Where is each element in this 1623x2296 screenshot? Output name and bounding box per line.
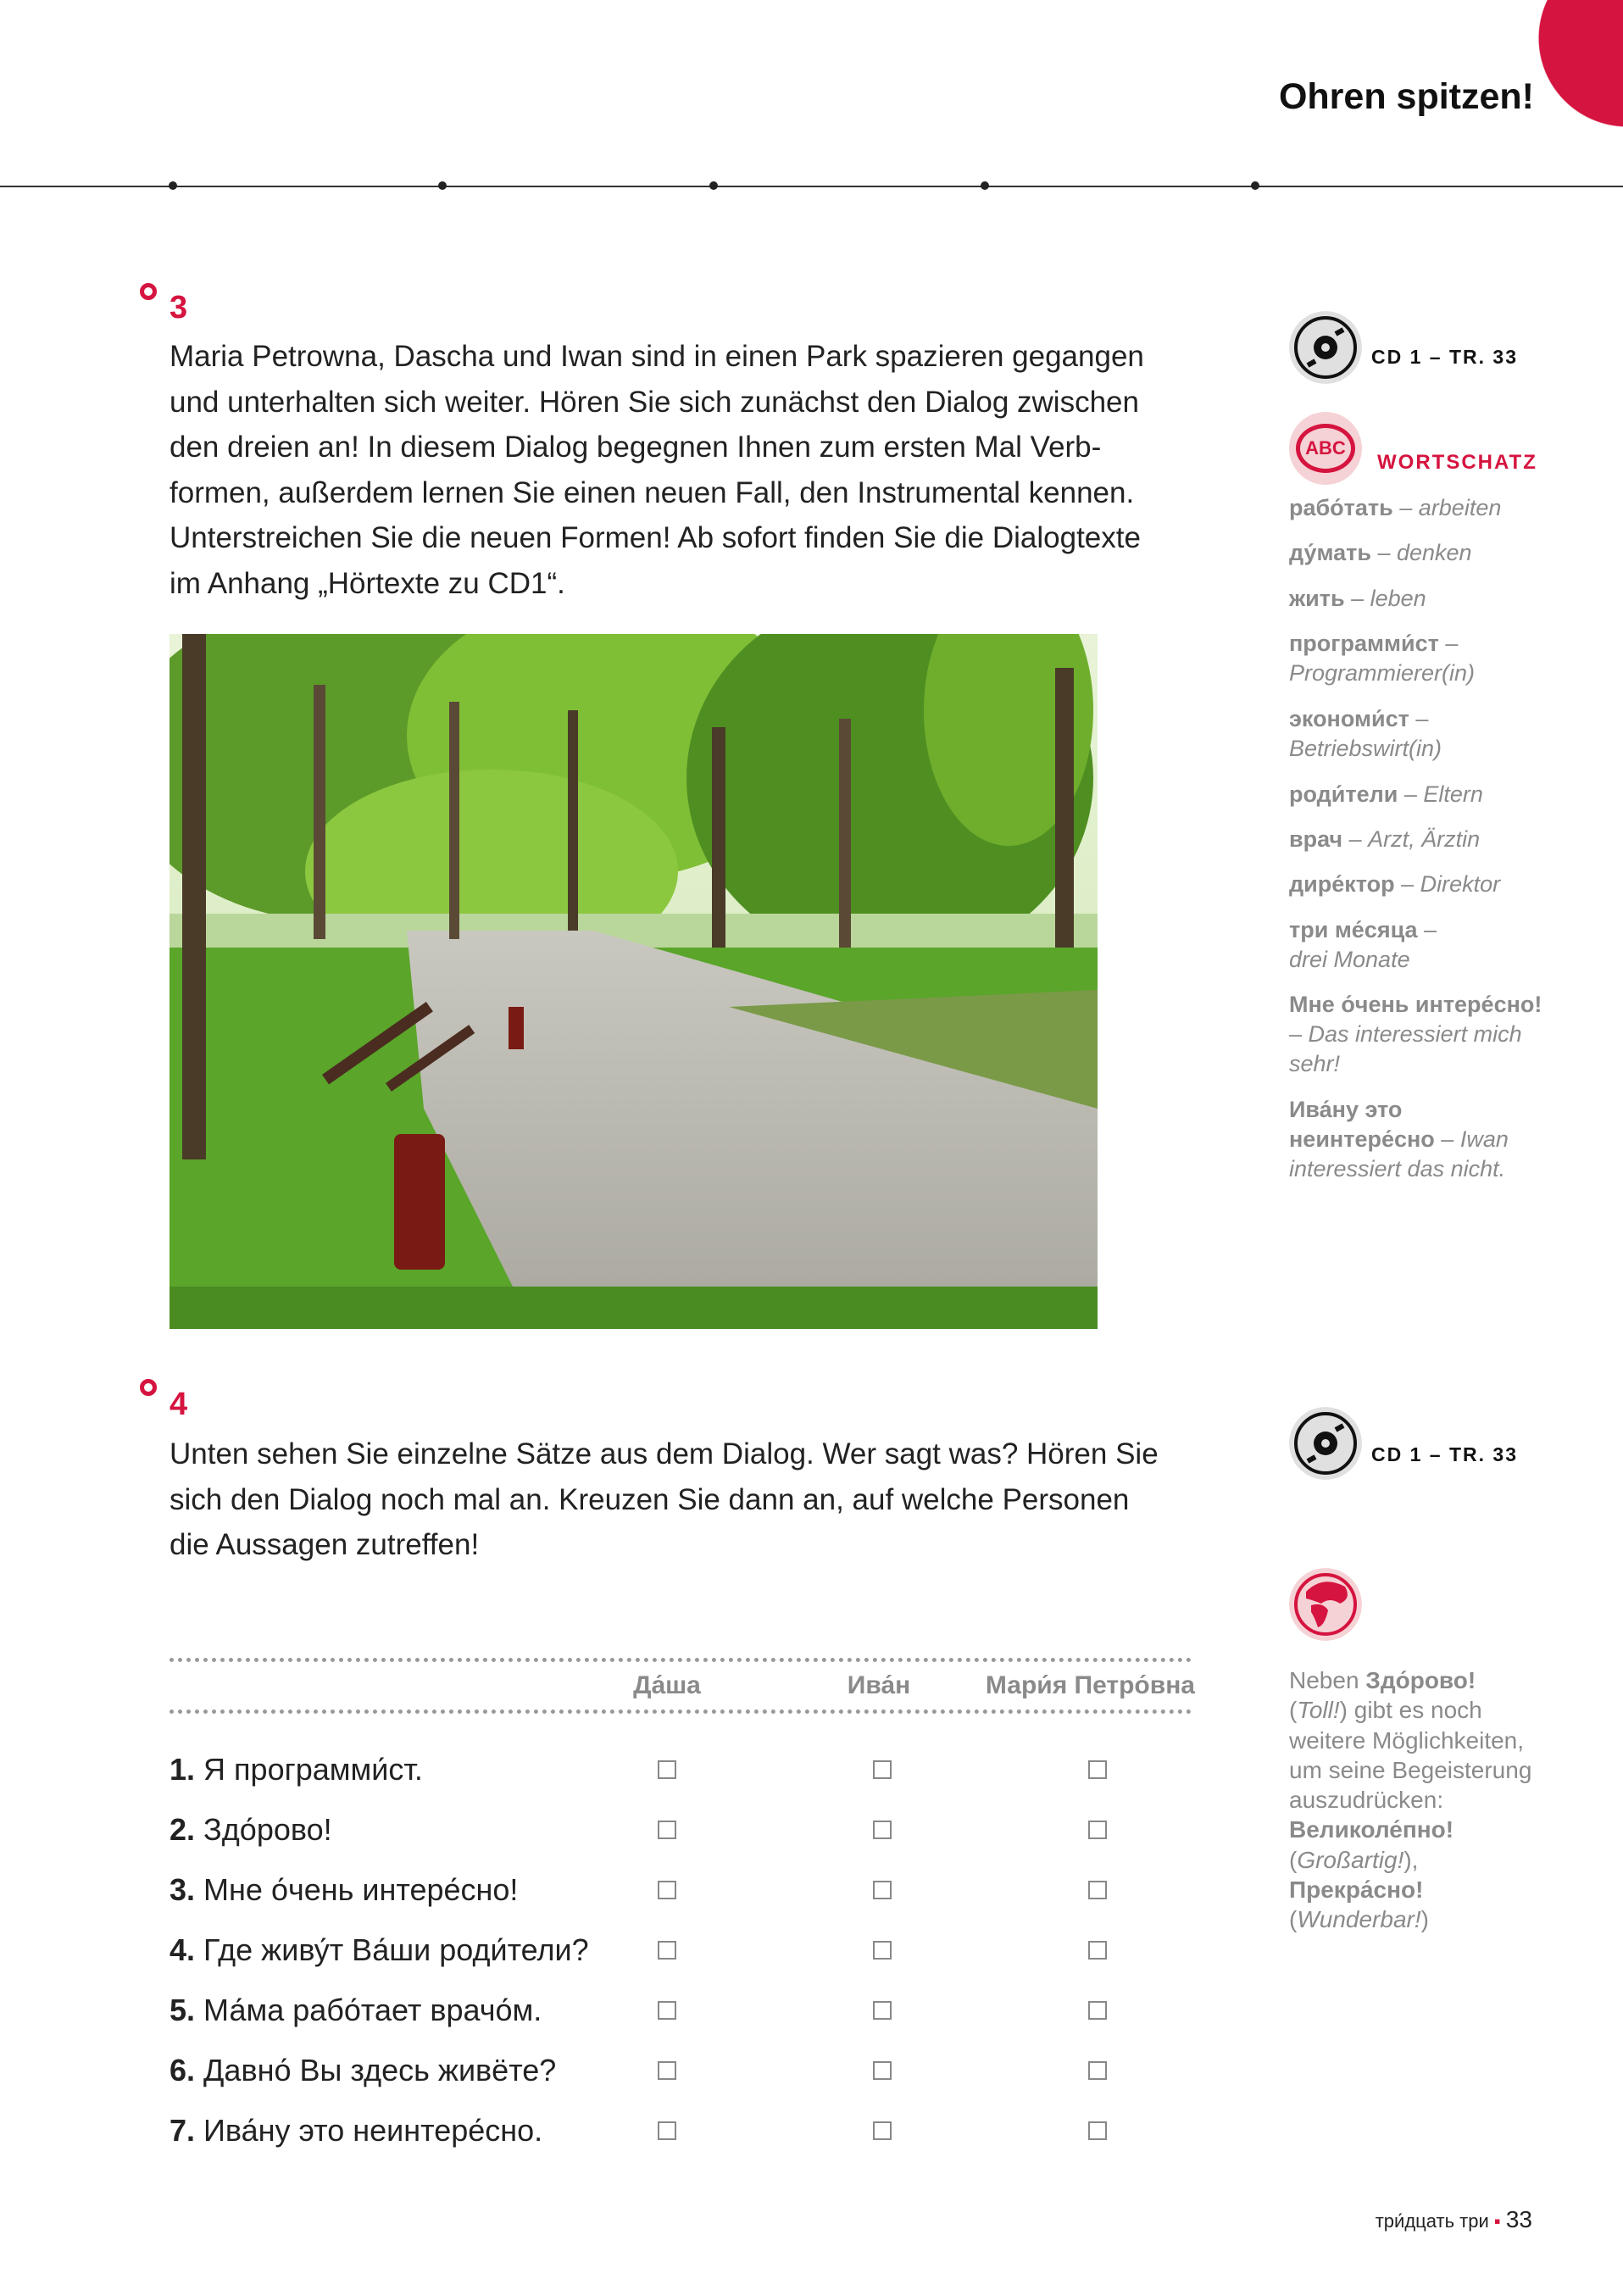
statement-text: Где живу́т Ва́ши роди́тели? bbox=[203, 1932, 589, 1967]
header-rule bbox=[0, 186, 1623, 187]
section-title: Ohren spitzen! bbox=[1278, 76, 1534, 117]
cd-icon bbox=[1289, 311, 1362, 384]
row-number: 6. bbox=[170, 2053, 196, 2088]
checkbox-dasha[interactable] bbox=[658, 1941, 676, 1960]
table-top-divider bbox=[170, 1658, 1192, 1662]
statement-text: Я программи́ст. bbox=[203, 1752, 423, 1787]
checkbox-maria[interactable] bbox=[1088, 1941, 1107, 1960]
text-line: sich den Dialog noch mal an. Kreuzen Sie dann an, auf welche Personen bbox=[170, 1482, 1130, 1516]
abc-label: ABC bbox=[1296, 424, 1355, 473]
statement-row bbox=[170, 1985, 644, 2036]
row-number: 5. bbox=[170, 1993, 196, 2027]
page-footer bbox=[1271, 2206, 1532, 2233]
statement-row bbox=[170, 2105, 644, 2156]
row-number: 1. bbox=[170, 1752, 196, 1787]
globe-icon bbox=[1289, 1568, 1362, 1641]
text-line: die Aussagen zutreffen! bbox=[170, 1528, 480, 1561]
row-number: 7. bbox=[170, 2113, 196, 2148]
checkbox-maria[interactable] bbox=[1088, 1821, 1107, 1839]
footer-separator-icon: ▪ bbox=[1493, 2210, 1501, 2232]
statement-text: Здо́рово! bbox=[203, 1812, 332, 1847]
statement-row bbox=[170, 1744, 644, 1795]
column-header-dasha: Да́ша bbox=[633, 1671, 701, 1699]
checkbox-dasha[interactable] bbox=[658, 2121, 676, 2140]
vocab-item: Ива́ну это неинтере́сно – Iwan interessiert das nicht. bbox=[1289, 1097, 1509, 1181]
checkbox-maria[interactable] bbox=[1088, 1760, 1107, 1779]
page-number: 33 bbox=[1505, 2206, 1532, 2232]
park-photo bbox=[170, 634, 1098, 1329]
checkbox-dasha[interactable] bbox=[658, 1881, 676, 1899]
abc-vocabulary-icon bbox=[1289, 412, 1362, 485]
statement-text: Ма́ма рабо́тает врачо́м. bbox=[203, 1993, 542, 2027]
exercise-bullet-icon bbox=[140, 1379, 157, 1396]
statement-text: Ива́ну это неинтере́сно. bbox=[203, 2113, 543, 2148]
row-number: 4. bbox=[170, 1932, 196, 1967]
exercise-bullet-icon bbox=[140, 283, 157, 300]
text-line: formen, außerdem lernen Sie einen neuen Fall, den Instrumental kennen. bbox=[170, 475, 1135, 509]
vocab-item: Мне о́чень интере́сно! – Das interessiert mich sehr! bbox=[1289, 992, 1542, 1076]
rule-dot bbox=[709, 181, 718, 190]
vocab-item: программи́ст – Programmierer(in) bbox=[1289, 631, 1476, 686]
row-number: 2. bbox=[170, 1812, 196, 1847]
checkbox-maria[interactable] bbox=[1088, 2061, 1107, 2080]
culture-note: Neben Здо́рово! (Toll!) gibt es noch weitere Möglichkeiten, um seine Begeisterung auszudrücken: Великоле́пно! (Großartig!), Прекра́сно! (Wunderbar!) bbox=[1289, 1667, 1532, 1933]
vocab-item: ду́мать – denken bbox=[1289, 540, 1472, 565]
checkbox-maria[interactable] bbox=[1088, 2121, 1107, 2140]
text-line: und unterhalten sich weiter. Hören Sie sich zunächst den Dialog zwischen bbox=[170, 385, 1139, 419]
rule-dot bbox=[1251, 181, 1259, 190]
text-line: Unten sehen Sie einzelne Sätze aus dem Dialog. Wer sagt was? Hören Sie bbox=[170, 1437, 1159, 1470]
checkbox-ivan[interactable] bbox=[873, 2121, 892, 2140]
exercise-3-instructions bbox=[170, 334, 1203, 606]
text-line: Unterstreichen Sie die neuen Formen! Ab sofort finden Sie die Dialogtexte bbox=[170, 521, 1141, 554]
text-line: Maria Petrowna, Dascha und Iwan sind in einen Park spazieren gegangen bbox=[170, 340, 1144, 373]
checkbox-dasha[interactable] bbox=[658, 2001, 676, 2020]
checkbox-maria[interactable] bbox=[1088, 2001, 1107, 2020]
checkbox-ivan[interactable] bbox=[873, 1821, 892, 1839]
exercise-4-instructions bbox=[170, 1432, 1203, 1568]
vocab-item: рабо́тать – arbeiten bbox=[1289, 495, 1502, 520]
rule-dot bbox=[981, 181, 989, 190]
column-header-maria: Мари́я Петро́вна bbox=[985, 1671, 1195, 1699]
rule-dot bbox=[438, 181, 447, 190]
vocab-item: жить – leben bbox=[1289, 586, 1426, 611]
cd-track-label: CD 1 – TR. 33 bbox=[1371, 346, 1518, 368]
statement-row bbox=[170, 1865, 644, 1915]
wortschatz-heading: WORTSCHATZ bbox=[1377, 451, 1537, 474]
vocab-item: экономи́ст – Betriebswirt(in) bbox=[1289, 706, 1442, 761]
text-line: den dreien an! In diesem Dialog begegnen Ihnen zum ersten Mal Verb- bbox=[170, 431, 1102, 464]
vocab-item: три ме́сяца – drei Monate bbox=[1289, 917, 1437, 972]
cd-icon bbox=[1289, 1407, 1362, 1480]
vocab-item: дире́ктор – Direktor bbox=[1289, 871, 1501, 897]
checkbox-maria[interactable] bbox=[1088, 1881, 1107, 1899]
page-number-words: три́дцать три bbox=[1375, 2210, 1489, 2232]
checkbox-dasha[interactable] bbox=[658, 1821, 676, 1839]
checkbox-ivan[interactable] bbox=[873, 1881, 892, 1899]
vocab-item: врач – Arzt, Ärztin bbox=[1289, 826, 1481, 852]
statement-row bbox=[170, 2045, 644, 2096]
column-header-ivan: Ива́н bbox=[847, 1671, 911, 1699]
corner-accent-circle bbox=[1538, 0, 1623, 127]
checkbox-ivan[interactable] bbox=[873, 1760, 892, 1779]
text-line: im Anhang „Hörtexte zu CD1“. bbox=[170, 566, 565, 600]
statement-text: Мне о́чень интере́сно! bbox=[203, 1872, 519, 1907]
checkbox-ivan[interactable] bbox=[873, 1941, 892, 1960]
statement-text: Давно́ Вы здесь живёте? bbox=[203, 2053, 557, 2088]
exercise-number: 4 bbox=[170, 1387, 188, 1422]
checkbox-dasha[interactable] bbox=[658, 1760, 676, 1779]
statement-row bbox=[170, 1804, 644, 1855]
rule-dot bbox=[169, 181, 177, 190]
statement-row bbox=[170, 1925, 644, 1976]
checkbox-dasha[interactable] bbox=[658, 2061, 676, 2080]
exercise-number: 3 bbox=[170, 290, 188, 325]
cd-track-label: CD 1 – TR. 33 bbox=[1371, 1443, 1518, 1465]
row-number: 3. bbox=[170, 1872, 196, 1907]
table-header-divider bbox=[170, 1709, 1192, 1714]
vocab-item: роди́тели – Eltern bbox=[1289, 781, 1483, 807]
checkbox-ivan[interactable] bbox=[873, 2001, 892, 2020]
checkbox-ivan[interactable] bbox=[873, 2061, 892, 2080]
